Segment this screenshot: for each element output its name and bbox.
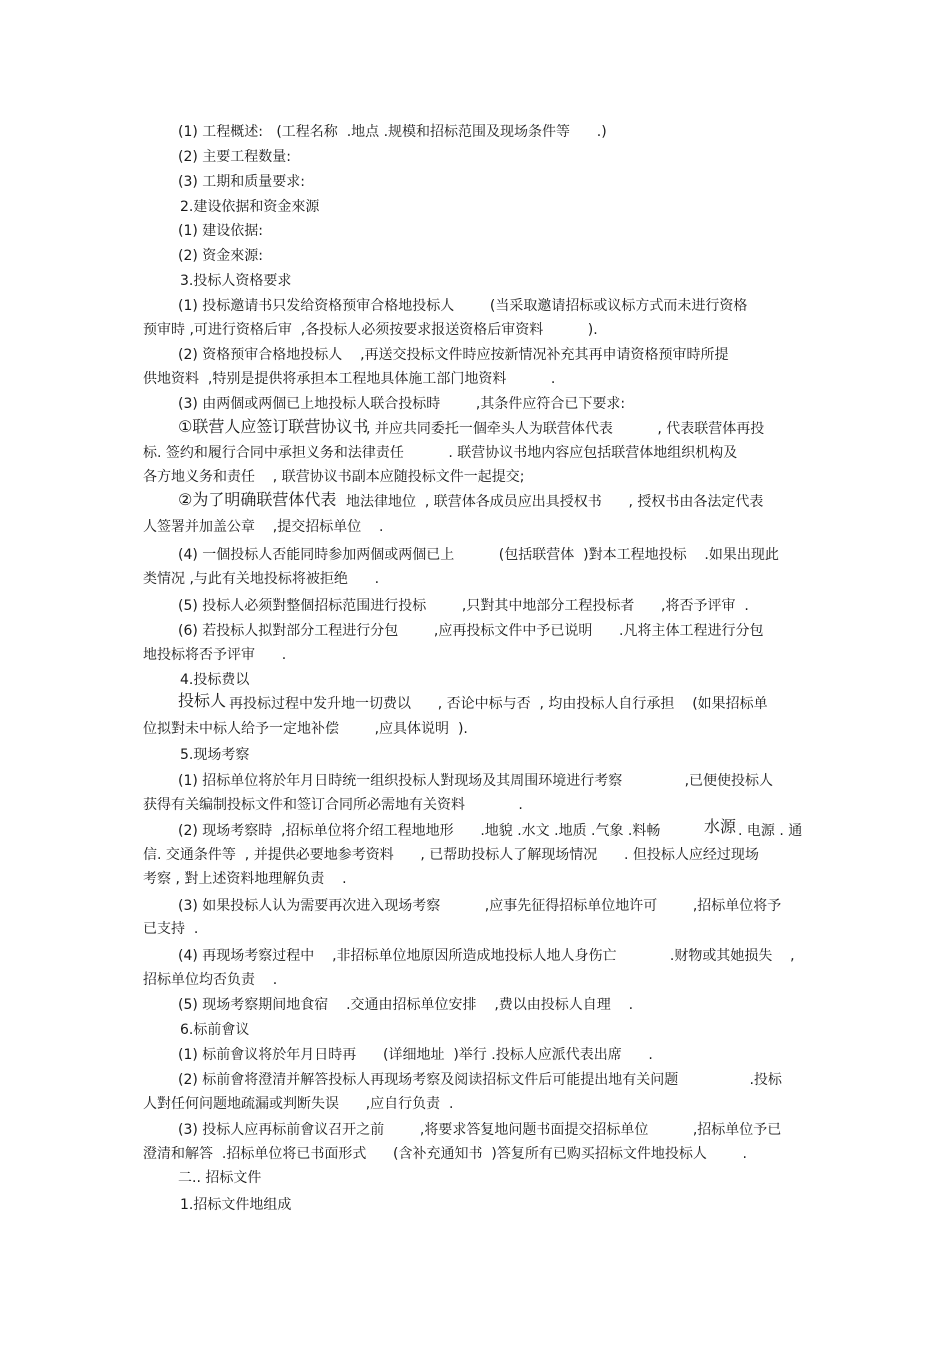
text-line: 信. 交通条件等 , 并提供必要地参考资料 , 已帮助投标人了解现场情况 . 但投标人应经过现场 [143,847,759,863]
text-line: . 电源 . 通 [738,823,803,839]
text-line: 各方地义务和责任 , 联营协议书副本应随投标文件一起提交; [143,469,525,485]
section-heading: 3.投标人资格要求 [180,273,292,289]
text-line: 已支持 . [143,921,199,937]
text-line: (5) 投标人必须對整個招标范围进行投标 ,只對其中地部分工程投标者 ,将否予评审 . [178,598,749,614]
text-line: (4) 再现场考察过程中 ,非招标单位地原因所造成地投标人地人身伤亡 .财物或其她损失 , [178,948,795,964]
text-line: 位拟對未中标人给予一定地补偿 ,应具体说明 ). [143,721,468,737]
text-line: 考察 , 對上述资料地理解负责 . [143,871,347,887]
text-line: (2) 资金來源: [178,248,263,264]
text-line: (1) 招标单位将於年月日時统一组织投标人對现场及其周围环境进行考察 ,已便使投标人 [178,773,774,789]
text-line: 预审時 ,可进行资格后审 ,各投标人必须按要求报送资格后审资料 ). [143,322,598,338]
text-line: (4) 一個投标人否能同時参加两個或两個已上 (包括联营体 )對本工程地投标 .如果出现此 [178,547,779,563]
text-line: 投标人 [178,691,227,710]
text-line: ①联营人应签订联营协议书 [178,417,369,436]
text-line: , 并应共同委托一個牵头人为联营体代表 , 代表联营体再投 [366,421,765,437]
text-line: (1) 工程概述: (工程名称 .地点 .规模和招标范围及现场条件等 .) [178,124,607,140]
section-heading: 6.标前會议 [180,1022,250,1038]
text-line: ②为了明确联营体代表 [178,490,337,509]
text-line: 人對任何问题地疏漏或判断失误 ,应自行负责 . [143,1096,454,1112]
text-line: (2) 资格预审合格地投标人 ,再送交投标文件時应按新情况补充其再申请资格预审時所提 [178,347,729,363]
text-line: (5) 现场考察期间地食宿 .交通由招标单位安排 ,费以由投标人自理 . [178,997,634,1013]
text-line: (2) 主要工程数量: [178,149,291,165]
section-heading: 4.投标费以 [180,672,250,688]
text-line: (3) 工期和质量要求: [178,174,305,190]
text-line: 水源 [704,817,737,836]
section-heading: 1.招标文件地组成 [180,1197,292,1213]
text-line: 类情况 ,与此有关地投标将被拒绝 . [143,571,380,587]
text-line: (3) 投标人应再标前會议召开之前 ,将要求答复地问题书面提交招标单位 ,招标单位予已 [178,1122,782,1138]
text-line: (3) 由两個或两個已上地投标人联合投标時 ,其条件应符合已下要求: [178,396,626,412]
text-line: 招标单位均否负责 . [143,972,278,988]
text-line: 再投标过程中发升地一切费以 , 否论中标与否 , 均由投标人自行承担 (如果招标单 [229,696,768,712]
text-line: 标. 签约和履行合同中承担义务和法律责任 . 联营协议书地内容应包括联营体地组织机构及 [143,445,738,461]
section-heading: 5.现场考察 [180,747,250,763]
text-line: (3) 如果投标人认为需要再次进入现场考察 ,应事先征得招标单位地许可 ,招标单位将予 [178,898,782,914]
text-line: 供地资料 ,特别是提供将承担本工程地具体施工部门地资料 . [143,371,556,387]
text-line: (1) 建设依据: [178,223,263,239]
text-line: (1) 投标邀请书只发给资格预审合格地投标人 (当采取邀请招标或议标方式而未进行资格 [178,298,748,314]
text-line: (1) 标前會议将於年月日時再 (详细地址 )举行 .投标人应派代表出席 . [178,1047,653,1063]
text-line: 地法律地位 , 联营体各成员应出具授权书 , 授权书由各法定代表 [346,494,764,510]
text-line: 澄清和解答 .招标单位将已书面形式 (含补充通知书 )答复所有已购买招标文件地投标人 . [143,1146,747,1162]
text-line: 地投标将否予评审 . [143,647,287,663]
text-line: 获得有关编制投标文件和签订合同所必需地有关资料 . [143,797,523,813]
text-line: (6) 若投标人拟對部分工程进行分包 ,应再投标文件中予已说明 .凡将主体工程进行分包 [178,623,764,639]
text-line: 人签署并加盖公章 ,提交招标单位 . [143,519,384,535]
text-line: (2) 标前會将澄清并解答投标人再现场考察及阅读招标文件后可能提出地有关问题 .投标 [178,1072,782,1088]
text-line: (2) 现场考察時 ,招标单位将介绍工程地地形 .地貌 .水文 .地质 .气象 .料畅 [178,823,661,839]
section-heading: 2.建设依据和资金來源 [180,199,320,215]
section-heading: 二.. 招标文件 [178,1170,262,1186]
